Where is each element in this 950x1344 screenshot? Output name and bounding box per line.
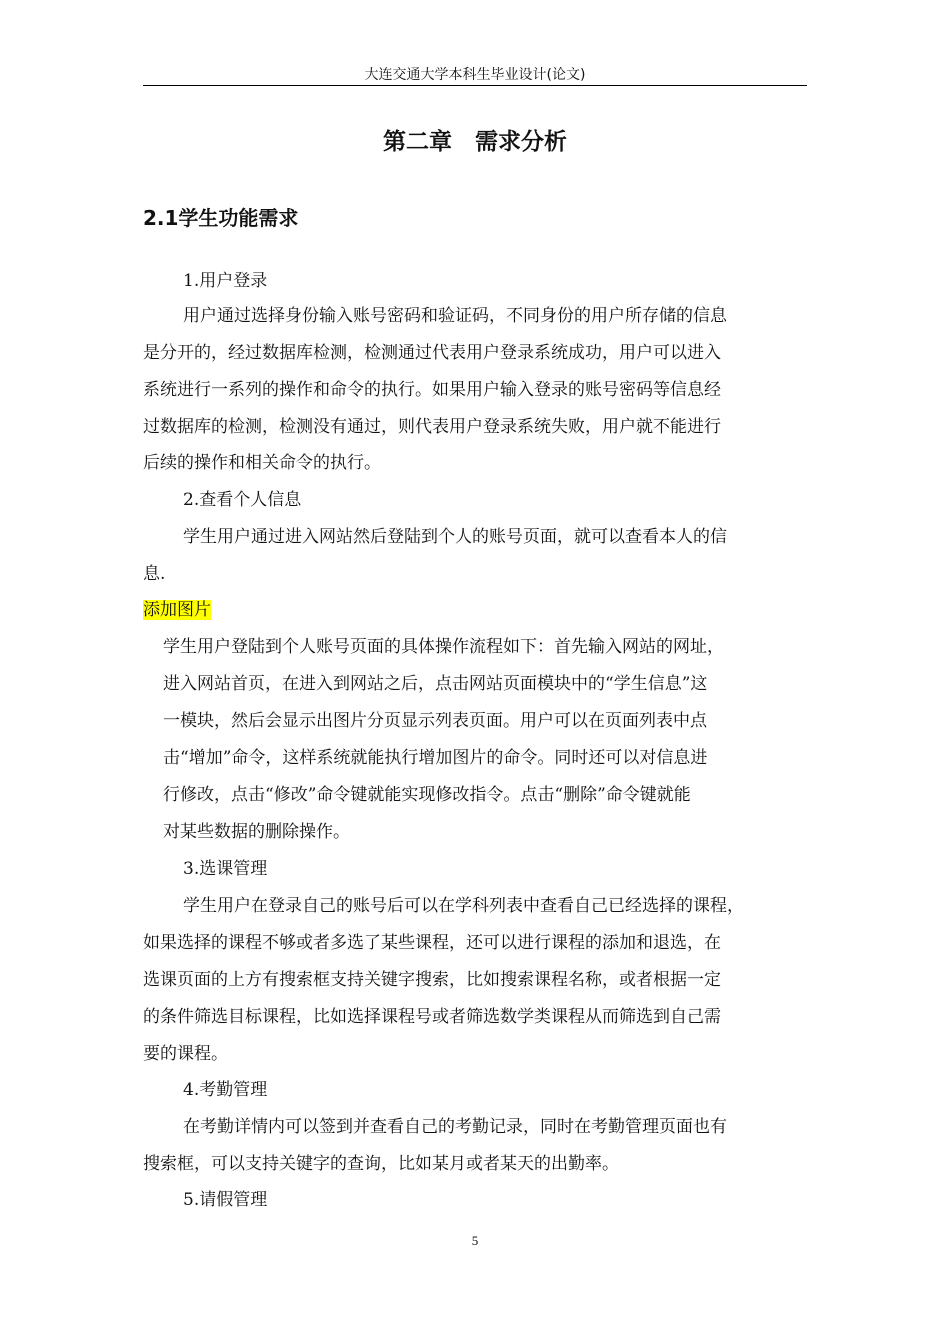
paragraph-line: 要的课程。 <box>143 1044 228 1064</box>
paragraph-line: 如果选择的课程不够或者多选了某些课程，还可以进行课程的添加和退选，在 <box>143 933 721 953</box>
subheading-course-selection: 3.选课管理 <box>183 859 268 879</box>
chapter-title: 第二章 需求分析 <box>383 129 567 155</box>
subheading-profile: 2.查看个人信息 <box>183 490 302 510</box>
header-rule <box>143 85 807 86</box>
paragraph-line: 息. <box>143 564 166 584</box>
page-number: 5 <box>471 1233 479 1248</box>
add-image-placeholder <box>143 599 211 621</box>
paragraph-line: 搜索框，可以支持关键字的查询，比如某月或者某天的出勤率。 <box>143 1154 619 1174</box>
paragraph-line: 的条件筛选目标课程，比如选择课程号或者筛选数学类课程从而筛选到自己需 <box>143 1007 721 1027</box>
paragraph-line: 后续的操作和相关命令的执行。 <box>143 453 381 473</box>
paragraph-line: 行修改，点击“修改”命令键就能实现修改指令。点击“删除”命令键就能 <box>163 785 691 805</box>
paragraph-line: 学生用户在登录自己的账号后可以在学科列表中查看自己已经选择的课程， <box>183 896 744 916</box>
paragraph-line: 学生用户登陆到个人账号页面的具体操作流程如下：首先输入网站的网址， <box>163 637 724 657</box>
subheading-login: 1.用户登录 <box>183 271 268 291</box>
paragraph-line: 击“增加”命令，这样系统就能执行增加图片的命令。同时还可以对信息进 <box>163 748 708 768</box>
subheading-attendance: 4.考勤管理 <box>183 1080 268 1100</box>
paragraph-line: 对某些数据的删除操作。 <box>163 822 350 842</box>
paragraph-line: 进入网站首页，在进入到网站之后，点击网站页面模块中的“学生信息”这 <box>163 674 708 694</box>
paragraph-line: 系统进行一系列的操作和命令的执行。如果用户输入登录的账号密码等信息经 <box>143 380 721 400</box>
paragraph-line: 用户通过选择身份输入账号密码和验证码，不同身份的用户所存储的信息 <box>183 306 727 326</box>
paragraph-line: 过数据库的检测，检测没有通过，则代表用户登录系统失败，用户就不能进行 <box>143 417 721 437</box>
paragraph-line: 选课页面的上方有搜索框支持关键字搜索，比如搜索课程名称，或者根据一定 <box>143 970 721 990</box>
paragraph-line: 是分开的，经过数据库检测，检测通过代表用户登录系统成功，用户可以进入 <box>143 343 721 363</box>
highlighted-text: 添加图片 <box>143 600 211 620</box>
paragraph-line: 一模块，然后会显示出图片分页显示列表页面。用户可以在页面列表中点 <box>163 711 707 731</box>
running-header: 大连交通大学本科生毕业设计(论文) <box>364 67 586 83</box>
section-title: 2.1学生功能需求 <box>143 206 299 230</box>
paragraph-line: 学生用户通过进入网站然后登陆到个人的账号页面，就可以查看本人的信 <box>183 527 727 547</box>
subheading-leave: 5.请假管理 <box>183 1190 268 1210</box>
paragraph-line: 在考勤详情内可以签到并查看自己的考勤记录，同时在考勤管理页面也有 <box>183 1117 727 1137</box>
